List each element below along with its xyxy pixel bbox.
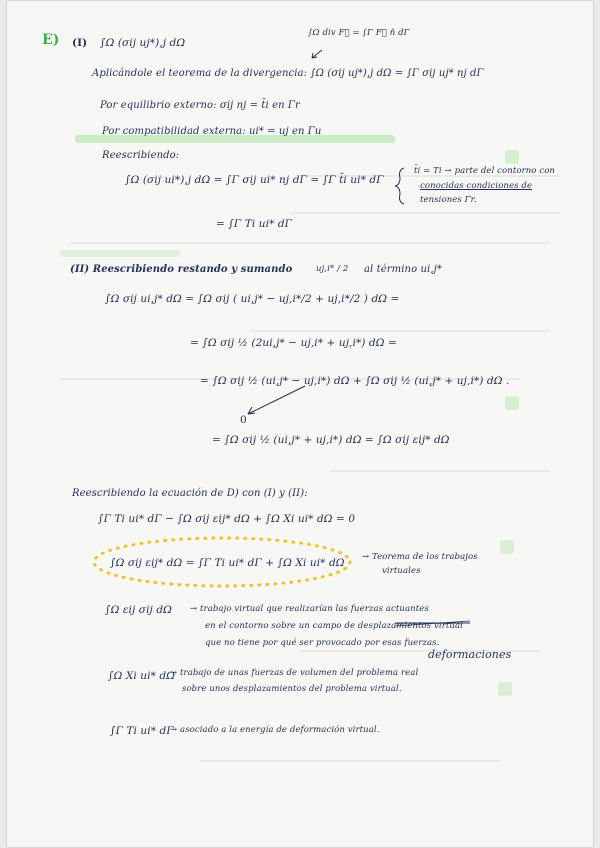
text-line: que no tiene por qué ser provocado por esas fuerzas. (205, 638, 440, 648)
text-line: Por equilibrio externo: σij nj = t̄i en Γr (100, 100, 300, 111)
text-line: sobre unos desplazamientos del problema virtual. (182, 684, 402, 694)
equation: = ∫Γ Ti ui* dΓ (216, 218, 293, 230)
text-line: → trabajo de unas fuerzas de volumen del problema real (170, 668, 419, 678)
equation: ∫Ω (σij uj*),j dΩ (100, 37, 186, 49)
text-line: Aplicándole el teorema de la divergencia: ∫Ω (σij uj*),j dΩ = ∫Γ σij uj* nj dΓ (92, 68, 484, 79)
note-text: virtuales (382, 566, 421, 576)
text-line: Por compatibilidad externa: ui* = uj en Γu (102, 126, 322, 137)
text-line: en el contorno sobre un campo de desplazamientos virtual (205, 621, 463, 631)
equation: ∫Ω (σij ui*),j dΩ = ∫Γ σij ui* nj dΓ = ∫Γ t̄i ui* dΓ (125, 174, 384, 186)
text-line: Reescribiendo la ecuación de D) con (I) y (II): (72, 488, 308, 499)
highlight-stroke (498, 682, 512, 696)
bleed-through-line (330, 470, 550, 472)
note-text: → Teorema de los trabajos (362, 552, 478, 562)
text-line: Reescribiendo: (102, 150, 180, 161)
text-line: → trabajo virtual que realizarían las fuerzas actuantes (190, 604, 429, 614)
text-line: → asociado a la energía de deformación virtual. (170, 725, 380, 735)
boxed-equation: ∫Ω σij εij* dΩ = ∫Γ Ti ui* dΓ + ∫Ω Xi ui* dΩ (110, 557, 345, 569)
equation: ∫Ω Xi ui* dΩ (108, 670, 176, 682)
bleed-through-line (200, 760, 500, 762)
note-text: t̄i = Ti → parte del contorno con (414, 166, 555, 176)
equation: ∫Ω div F⃗ = ∫Γ F⃗ n̂ dΓ (308, 28, 410, 38)
correction-word: deformaciones (428, 648, 512, 661)
highlight-stroke (505, 396, 519, 410)
equation: = ∫Ω σij ½ (2ui,j* − uj,i* + uj,i*) dΩ = (190, 337, 397, 349)
highlight-stroke (60, 250, 180, 257)
bleed-through-line (290, 212, 560, 214)
equation: ∫Ω εij σij dΩ (105, 604, 172, 616)
zero-label: 0 (240, 414, 247, 426)
equation: ∫Γ Ti ui* dΓ − ∫Ω σij εij* dΩ + ∫Ω Xi ui* dΩ = 0 (98, 513, 356, 525)
section-tag: E) (42, 32, 60, 48)
equation: ∫Ω σij ui,j* dΩ = ∫Ω σij ( ui,j* − uj,i*/2 + uj,i*/2 ) dΩ = (105, 293, 400, 305)
text-line: al término ui,j* (364, 264, 442, 275)
highlight-stroke (500, 540, 514, 554)
part-label: (I) (72, 37, 88, 49)
equation: = ∫Ω σij ½ (ui,j* − uj,i*) dΩ + ∫Ω σij ½ (ui,j* + uj,i*) dΩ . (200, 375, 510, 387)
text-line: (II) Reescribiendo restando y sumando (70, 264, 293, 275)
note-text: tensiones Γr. (420, 195, 477, 205)
equation: uj,i* / 2 (316, 264, 349, 274)
highlight-stroke (505, 150, 519, 164)
bleed-through-line (250, 330, 550, 332)
equation: = ∫Ω σij ½ (ui,j* + uj,i*) dΩ = ∫Ω σij εij* dΩ (212, 434, 450, 446)
note-text: conocidas condiciones de (420, 181, 533, 191)
bleed-through-line (70, 242, 550, 244)
equation: ∫Γ Ti ui* dΓ (110, 725, 174, 737)
